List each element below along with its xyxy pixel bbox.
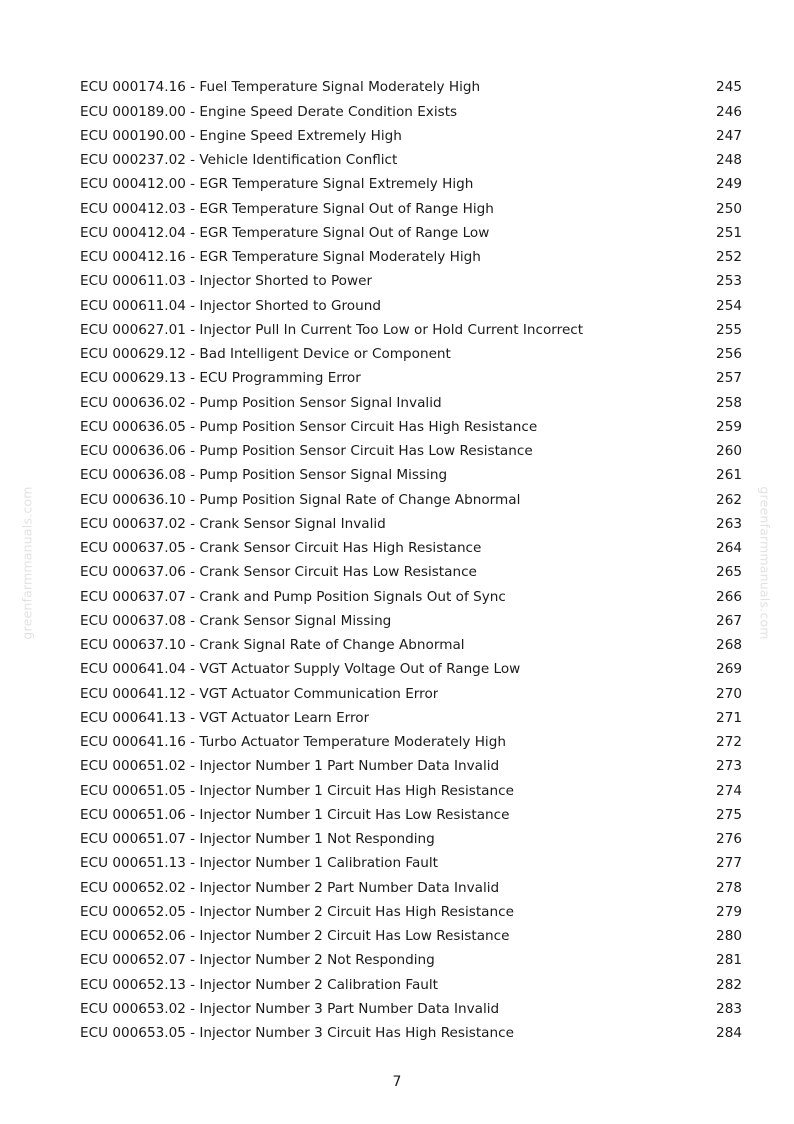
toc-entry-title: ECU 000652.06 - Injector Number 2 Circuit Has Low Resistance: [80, 930, 510, 944]
toc-entry-page: 254: [716, 297, 742, 314]
toc-entry-page: 250: [716, 200, 742, 217]
toc-entry[interactable]: [80, 585, 742, 609]
toc-entry-page: 283: [716, 1000, 742, 1017]
toc-entry-page: 266: [716, 588, 742, 605]
toc-entry[interactable]: [80, 949, 742, 973]
toc-entry[interactable]: [80, 246, 742, 270]
toc-entry-title: ECU 000174.16 - Fuel Temperature Signal Moderately High: [80, 81, 481, 95]
toc-entry-page: 278: [716, 879, 742, 896]
toc-entry-title: ECU 000636.06 - Pump Position Sensor Circuit Has Low Resistance: [80, 445, 533, 459]
toc-entry-page: 276: [716, 831, 742, 848]
toc-entry-title: ECU 000651.13 - Injector Number 1 Calibration Fault: [80, 857, 439, 871]
toc-entry-title: ECU 000629.13 - ECU Programming Error: [80, 372, 361, 386]
toc-entry[interactable]: [80, 270, 742, 294]
watermark-right: greenfarmmanuals.com: [757, 486, 773, 640]
toc-entry-title: ECU 000653.02 - Injector Number 3 Part Number Data Invalid: [80, 1002, 500, 1017]
toc-entry-title: ECU 000641.04 - VGT Actuator Supply Voltage Out of Range Low: [80, 663, 521, 677]
toc-entry-page: 271: [716, 709, 742, 726]
toc-entry-page: 247: [716, 127, 742, 144]
toc-entry[interactable]: [80, 755, 742, 779]
toc-entry-title: ECU 000611.03 - Injector Shorted to Power: [80, 275, 373, 289]
toc-entry-title: ECU 000189.00 - Engine Speed Derate Condition Exists: [80, 105, 458, 120]
toc-entry[interactable]: [80, 537, 742, 561]
toc-entry-page: 248: [716, 152, 742, 169]
toc-entry-page: 246: [716, 103, 742, 120]
toc-entry[interactable]: [80, 658, 742, 682]
toc-entry-title: ECU 000636.08 - Pump Position Sensor Signal Missing: [80, 469, 448, 483]
toc-entry-page: 282: [716, 976, 742, 993]
toc-entry-title: ECU 000652.13 - Injector Number 2 Calibration Fault: [80, 978, 439, 993]
toc-entry-page: 280: [716, 928, 742, 945]
toc-entry-title: ECU 000636.10 - Pump Position Signal Rate of Change Abnormal: [80, 493, 521, 508]
table-of-contents: [80, 76, 742, 1046]
toc-entry-page: 245: [716, 79, 742, 96]
toc-entry[interactable]: [80, 391, 742, 415]
toc-entry[interactable]: [80, 901, 742, 925]
toc-entry-page: 259: [716, 418, 742, 435]
toc-entry[interactable]: [80, 634, 742, 658]
toc-entry-page: 249: [716, 176, 742, 193]
toc-entry-page: 281: [716, 952, 742, 969]
toc-entry-page: 272: [716, 734, 742, 751]
toc-entry-title: ECU 000611.04 - Injector Shorted to Ground: [80, 299, 381, 314]
toc-entry-page: 263: [716, 515, 742, 532]
toc-entry[interactable]: [80, 125, 742, 149]
page-number: 7: [392, 1074, 402, 1090]
toc-entry-title: ECU 000652.02 - Injector Number 2 Part Number Data Invalid: [80, 881, 500, 896]
toc-entry-title: ECU 000627.01 - Injector Pull In Current Too Low or Hold Current Incorrect: [80, 323, 584, 338]
toc-entry-title: ECU 000637.02 - Crank Sensor Signal Invalid: [80, 517, 386, 532]
toc-entry-title: ECU 000641.12 - VGT Actuator Communication Error: [80, 687, 439, 702]
toc-entry-title: ECU 000651.06 - Injector Number 1 Circuit Has Low Resistance: [80, 808, 510, 823]
toc-entry[interactable]: [80, 852, 742, 876]
toc-entry[interactable]: [80, 682, 742, 706]
toc-entry-title: ECU 000237.02 - Vehicle Identification Conflict: [80, 154, 398, 168]
toc-entry-page: 258: [716, 394, 742, 411]
toc-entry-title: ECU 000641.13 - VGT Actuator Learn Error: [80, 711, 370, 726]
toc-entry[interactable]: [80, 294, 742, 318]
toc-entry[interactable]: [80, 464, 742, 488]
toc-entry-page: 270: [716, 685, 742, 702]
toc-entry-title: ECU 000190.00 - Engine Speed Extremely High: [80, 129, 402, 144]
toc-entry-page: 265: [716, 564, 742, 581]
toc-entry-page: 261: [716, 467, 742, 484]
toc-entry-page: 284: [716, 1025, 742, 1042]
toc-entry-title: ECU 000652.07 - Injector Number 2 Not Responding: [80, 954, 435, 968]
toc-entry-page: 277: [716, 855, 742, 872]
toc-entry-title: ECU 000637.10 - Crank Signal Rate of Change Abnormal: [80, 639, 465, 653]
toc-entry-page: 267: [716, 612, 742, 629]
toc-entry[interactable]: [80, 100, 742, 124]
toc-entry[interactable]: [80, 416, 742, 440]
toc-entry-page: 262: [716, 491, 742, 508]
toc-entry[interactable]: [80, 876, 742, 900]
toc-entry[interactable]: [80, 513, 742, 537]
toc-entry[interactable]: [80, 343, 742, 367]
toc-entry-page: 252: [716, 249, 742, 266]
toc-entry[interactable]: [80, 707, 742, 731]
toc-entry-title: ECU 000653.05 - Injector Number 3 Circuit Has High Resistance: [80, 1027, 514, 1041]
toc-entry-page: 273: [716, 758, 742, 775]
toc-entry[interactable]: [80, 197, 742, 221]
toc-entry[interactable]: [80, 367, 742, 391]
toc-entry-title: ECU 000412.00 - EGR Temperature Signal Extremely High: [80, 178, 474, 192]
toc-entry-page: 268: [716, 637, 742, 654]
toc-entry-title: ECU 000641.16 - Turbo Actuator Temperature Moderately High: [80, 736, 506, 750]
watermark-left: greenfarmmanuals.com: [19, 486, 35, 640]
toc-entry[interactable]: [80, 440, 742, 464]
toc-entry-page: 256: [716, 346, 742, 363]
toc-entry[interactable]: [80, 222, 742, 246]
toc-entry-page: 257: [716, 370, 742, 387]
toc-entry-title: ECU 000651.02 - Injector Number 1 Part Number Data Invalid: [80, 760, 500, 774]
toc-entry[interactable]: [80, 973, 742, 997]
toc-entry[interactable]: [80, 925, 742, 949]
toc-entry-title: ECU 000412.16 - EGR Temperature Signal Moderately High: [80, 251, 481, 265]
toc-entry[interactable]: [80, 1022, 742, 1046]
toc-entry-page: 275: [716, 806, 742, 823]
toc-entry-title: ECU 000629.12 - Bad Intelligent Device or Component: [80, 348, 451, 362]
toc-entry[interactable]: [80, 731, 742, 755]
toc-entry[interactable]: [80, 149, 742, 173]
toc-entry-title: ECU 000637.05 - Crank Sensor Circuit Has High Resistance: [80, 542, 482, 556]
toc-entry-title: ECU 000636.02 - Pump Position Sensor Signal Invalid: [80, 396, 442, 411]
toc-entry[interactable]: [80, 804, 742, 828]
toc-entry-title: ECU 000637.07 - Crank and Pump Position Signals Out of Sync: [80, 590, 506, 605]
toc-entry-title: ECU 000637.06 - Crank Sensor Circuit Has Low Resistance: [80, 566, 477, 580]
toc-entry-page: 260: [716, 443, 742, 460]
toc-entry-page: 255: [716, 321, 742, 338]
toc-entry-page: 269: [716, 661, 742, 678]
toc-entry[interactable]: [80, 610, 742, 634]
toc-entry-title: ECU 000651.07 - Injector Number 1 Not Responding: [80, 833, 435, 847]
toc-entry-title: ECU 000651.05 - Injector Number 1 Circuit Has High Resistance: [80, 784, 514, 799]
toc-entry-page: 251: [716, 224, 742, 241]
toc-entry-page: 253: [716, 273, 742, 290]
toc-entry-title: ECU 000652.05 - Injector Number 2 Circuit Has High Resistance: [80, 905, 514, 920]
toc-entry-page: 279: [716, 903, 742, 920]
toc-entry[interactable]: [80, 828, 742, 852]
toc-entry[interactable]: [80, 779, 742, 803]
toc-entry-title: ECU 000412.04 - EGR Temperature Signal Out of Range Low: [80, 226, 490, 241]
toc-entry[interactable]: [80, 173, 742, 197]
toc-entry[interactable]: [80, 76, 742, 100]
toc-entry[interactable]: [80, 319, 742, 343]
toc-entry[interactable]: [80, 488, 742, 512]
toc-entry-title: ECU 000637.08 - Crank Sensor Signal Missing: [80, 614, 392, 629]
toc-entry-page: 274: [716, 782, 742, 799]
toc-entry-page: 264: [716, 540, 742, 557]
toc-entry-title: ECU 000412.03 - EGR Temperature Signal Out of Range High: [80, 202, 494, 217]
toc-entry[interactable]: [80, 998, 742, 1022]
toc-entry[interactable]: [80, 561, 742, 585]
toc-entry-title: ECU 000636.05 - Pump Position Sensor Circuit Has High Resistance: [80, 420, 538, 435]
